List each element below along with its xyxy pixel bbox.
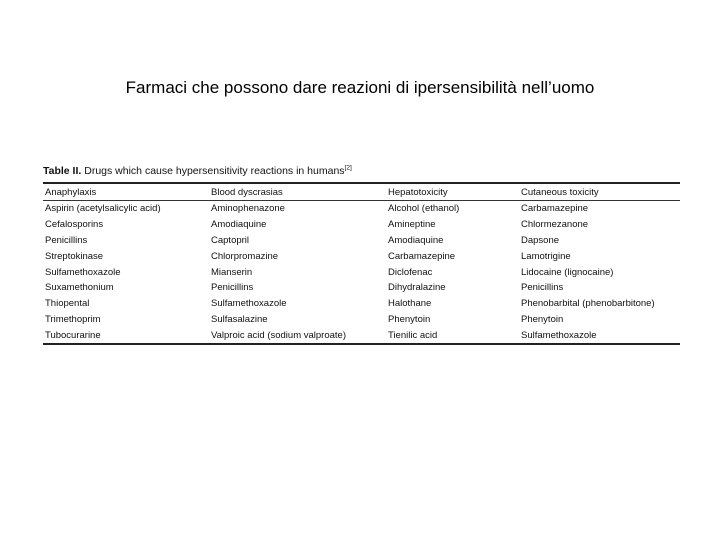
table-cell: Alcohol (ethanol) [388, 203, 460, 215]
table-cell: Sulfasalazine [211, 313, 268, 325]
header-cutaneous-toxicity: Cutaneous toxicity [519, 183, 680, 201]
table-cell: Penicillins [521, 282, 564, 294]
table-cell: Amodiaquine [388, 234, 444, 246]
table-row [43, 280, 680, 296]
table-cell: Sulfamethoxazole [45, 266, 121, 278]
table-cell: Halothane [388, 298, 432, 310]
table-row [43, 312, 680, 328]
table-row [43, 264, 680, 280]
table-cell: Aspirin (acetylsalicylic acid) [45, 203, 161, 215]
table-cell: Phenytoin [521, 313, 564, 325]
caption-label: Table II. [43, 165, 82, 177]
table-cell: Carbamazepine [521, 203, 589, 215]
table-cell: Tienilic acid [388, 329, 438, 341]
caption-text: Drugs which cause hypersensitivity reactions in humans [84, 165, 345, 177]
table-cell: Captopril [211, 234, 250, 246]
table-cell: Thiopental [45, 298, 90, 310]
table-row [43, 233, 680, 249]
table-row [43, 327, 680, 344]
table-cell: Mianserin [211, 266, 253, 278]
table-cell: Carbamazepine [388, 250, 456, 262]
header-anaphylaxis: Anaphylaxis [43, 183, 209, 201]
table-cell: Lamotrigine [521, 250, 571, 262]
table-cell: Phenytoin [388, 313, 431, 325]
table-cell: Streptokinase [45, 250, 104, 262]
table-cell: Diclofenac [388, 266, 433, 278]
table-cell: Tubocurarine [45, 329, 101, 341]
table-cell: Penicillins [45, 234, 88, 246]
table-cell: Chlorpromazine [211, 250, 279, 262]
table-cell: Amodiaquine [211, 219, 267, 231]
hypersensitivity-drugs-table [43, 182, 680, 345]
table-row [43, 296, 680, 312]
table-cell: Trimethoprim [45, 313, 101, 325]
table-cell: Amineptine [388, 219, 436, 231]
table-caption [43, 164, 680, 178]
table-cell: Valproic acid (sodium valproate) [211, 329, 346, 341]
table-header-row [43, 183, 680, 201]
table-cell: Phenobarbital (phenobarbitone) [521, 298, 655, 310]
drug-table-figure [43, 164, 680, 345]
header-blood-dyscrasias: Blood dyscrasias [209, 183, 386, 201]
table-cell: Suxamethonium [45, 282, 114, 294]
table-cell: Dihydralazine [388, 282, 446, 294]
caption-reference: [2] [344, 164, 352, 172]
table-cell: Penicillins [211, 282, 254, 294]
table-cell: Chlormezanone [521, 219, 589, 231]
table-cell: Lidocaine (lignocaine) [521, 266, 614, 278]
table-cell: Sulfamethoxazole [211, 298, 287, 310]
table-cell: Cefalosporins [45, 219, 104, 231]
slide-title: Farmaci che possono dare reazioni di ipersensibilità nell’uomo [125, 78, 595, 97]
table-cell: Aminophenazone [211, 203, 285, 215]
table-row [43, 201, 680, 217]
table-row [43, 217, 680, 233]
header-hepatotoxicity: Hepatotoxicity [386, 183, 519, 201]
table-cell: Sulfamethoxazole [521, 329, 597, 341]
table-row [43, 248, 680, 264]
table-cell: Dapsone [521, 234, 560, 246]
